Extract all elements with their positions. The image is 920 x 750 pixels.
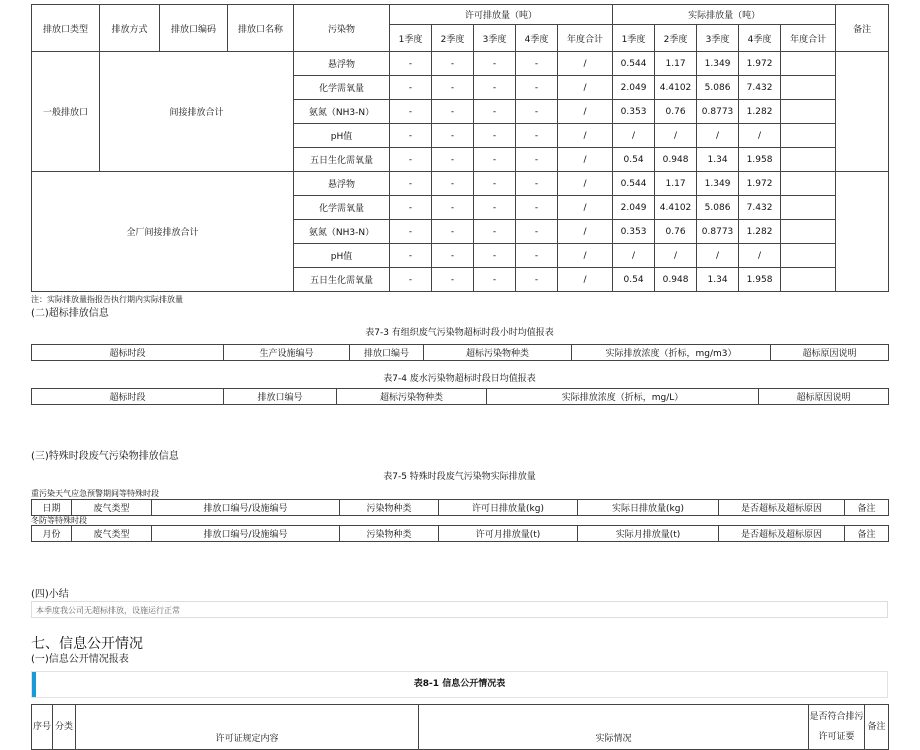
value-cell: /	[613, 244, 655, 268]
table-7-5-monthly	[31, 525, 889, 542]
emissions-table	[31, 4, 889, 292]
value-cell: -	[474, 220, 516, 244]
value-cell	[781, 268, 836, 292]
value-cell: 1.282	[739, 100, 781, 124]
value-cell: -	[516, 148, 558, 172]
table-caption-7-3: 表7-3 有组织废气污染物超标时段小时均值报表	[365, 328, 554, 338]
value-cell: /	[558, 148, 613, 172]
pollutant-cell: 五日生化需氧量	[294, 148, 390, 172]
column-header: 实际情况	[419, 705, 809, 750]
value-cell: 0.948	[655, 268, 697, 292]
value-cell: -	[474, 244, 516, 268]
table-caption-7-5: 表7-5 特殊时段废气污染物实际排放量	[383, 472, 536, 482]
section-title-summary: (四)小结	[31, 589, 69, 600]
value-cell: -	[516, 220, 558, 244]
header-q1: 1季度	[613, 25, 655, 52]
value-cell: -	[432, 52, 474, 76]
value-cell: /	[655, 244, 697, 268]
header-pollutant: 污染物	[294, 5, 390, 52]
column-header: 超标污染物种类	[337, 389, 487, 405]
header-q1: 1季度	[390, 25, 432, 52]
table-8-1	[31, 704, 889, 750]
pollutant-cell: 化学需氧量	[294, 196, 390, 220]
column-header: 废气类型	[72, 526, 152, 542]
summary-text: 本季度我公司无超标排放，设施运行正常	[31, 601, 888, 618]
value-cell	[781, 172, 836, 196]
value-cell: 4.4102	[655, 76, 697, 100]
value-cell: -	[432, 244, 474, 268]
value-cell: 0.353	[613, 100, 655, 124]
remark-cell	[836, 52, 889, 172]
column-header: 分类	[53, 705, 76, 750]
value-cell: 0.76	[655, 100, 697, 124]
value-cell: -	[516, 172, 558, 196]
value-cell: 5.086	[697, 76, 739, 100]
value-cell: -	[474, 148, 516, 172]
value-cell: /	[613, 124, 655, 148]
value-cell: -	[516, 196, 558, 220]
subtable-label-winter: 冬防等特殊时段	[31, 516, 87, 525]
header-permitted: 许可排放量（吨）	[390, 5, 613, 25]
header-q2: 2季度	[655, 25, 697, 52]
pollutant-cell: 氨氮（NH3-N）	[294, 220, 390, 244]
table-7-4	[31, 388, 889, 405]
column-header: 超标污染物种类	[424, 345, 572, 361]
table-row	[32, 52, 889, 76]
table-7-5-daily	[31, 499, 889, 516]
outlet-type-cell: 一般排放口	[32, 52, 100, 172]
value-cell	[781, 52, 836, 76]
column-header: 许可证规定内容	[76, 705, 419, 750]
column-header: 超标时段	[32, 345, 224, 361]
value-cell: 0.76	[655, 220, 697, 244]
value-cell: -	[390, 244, 432, 268]
value-cell: 5.086	[697, 196, 739, 220]
column-header: 实际排放浓度（折标，mg/L）	[487, 389, 759, 405]
column-header: 备注	[845, 500, 889, 516]
value-cell: -	[516, 76, 558, 100]
header-outlet-code: 排放口编码	[160, 5, 228, 52]
table-caption-bar	[31, 671, 888, 698]
value-cell	[781, 76, 836, 100]
value-cell: 1.972	[739, 172, 781, 196]
column-header: 是否超标及超标原因	[719, 500, 845, 516]
value-cell: -	[390, 76, 432, 100]
pollutant-cell: 化学需氧量	[294, 76, 390, 100]
value-cell: -	[432, 268, 474, 292]
value-cell	[781, 244, 836, 268]
value-cell: /	[655, 124, 697, 148]
header-q4: 4季度	[739, 25, 781, 52]
value-cell: 1.282	[739, 220, 781, 244]
table-caption-7-4: 表7-4 废水污染物超标时段日均值报表	[383, 374, 536, 384]
table-row	[32, 172, 889, 196]
header-year: 年度合计	[558, 25, 613, 52]
value-cell: -	[390, 196, 432, 220]
value-cell: 0.8773	[697, 220, 739, 244]
column-header: 是否符合排污许可证要	[809, 705, 865, 750]
value-cell: /	[558, 76, 613, 100]
pollutant-cell: 氨氮（NH3-N）	[294, 100, 390, 124]
value-cell: -	[474, 76, 516, 100]
value-cell: -	[516, 244, 558, 268]
value-cell: 7.432	[739, 76, 781, 100]
column-header: 是否超标及超标原因	[719, 526, 845, 542]
value-cell: /	[558, 172, 613, 196]
value-cell: -	[516, 52, 558, 76]
value-cell: /	[697, 124, 739, 148]
value-cell: -	[474, 52, 516, 76]
value-cell	[781, 124, 836, 148]
value-cell: -	[474, 100, 516, 124]
value-cell: 1.34	[697, 148, 739, 172]
value-cell: 0.54	[613, 268, 655, 292]
value-cell: 2.049	[613, 76, 655, 100]
column-header: 许可日排放量(kg)	[439, 500, 578, 516]
header-q3: 3季度	[474, 25, 516, 52]
value-cell: -	[390, 268, 432, 292]
column-header: 备注	[865, 705, 889, 750]
header-outlet-name: 排放口名称	[228, 5, 294, 52]
value-cell: -	[432, 148, 474, 172]
indirect-total-cell: 间接排放合计	[100, 52, 294, 172]
value-cell: -	[474, 172, 516, 196]
value-cell: -	[432, 76, 474, 100]
value-cell	[781, 100, 836, 124]
column-header: 超标原因说明	[759, 389, 889, 405]
value-cell: -	[474, 124, 516, 148]
value-cell: /	[697, 244, 739, 268]
value-cell: 0.353	[613, 220, 655, 244]
column-header: 序号	[32, 705, 53, 750]
pollutant-cell: 五日生化需氧量	[294, 268, 390, 292]
value-cell: -	[390, 148, 432, 172]
value-cell: 1.972	[739, 52, 781, 76]
value-cell: 1.349	[697, 172, 739, 196]
section-title-disclosure: 七、信息公开情况	[31, 636, 143, 652]
column-header: 备注	[845, 526, 889, 542]
column-header: 污染物种类	[340, 500, 439, 516]
column-header: 废气类型	[72, 500, 152, 516]
value-cell: 7.432	[739, 196, 781, 220]
pollutant-cell: pH值	[294, 244, 390, 268]
value-cell: -	[474, 268, 516, 292]
column-header: 超标时段	[32, 389, 224, 405]
value-cell: -	[432, 196, 474, 220]
value-cell: /	[558, 100, 613, 124]
value-cell: -	[432, 220, 474, 244]
subtable-label-heavy-pollution: 重污染天气应急预警期间等特殊时段	[31, 489, 159, 498]
section-title-special-period: (三)特殊时段废气污染物排放信息	[31, 451, 179, 462]
value-cell: /	[739, 124, 781, 148]
value-cell: 1.958	[739, 148, 781, 172]
value-cell: /	[558, 220, 613, 244]
header-method: 排放方式	[100, 5, 160, 52]
value-cell: -	[432, 100, 474, 124]
header-q2: 2季度	[432, 25, 474, 52]
value-cell: 0.544	[613, 52, 655, 76]
value-cell: -	[432, 172, 474, 196]
column-header: 许可月排放量(t)	[439, 526, 578, 542]
value-cell: 1.349	[697, 52, 739, 76]
value-cell	[781, 148, 836, 172]
value-cell: /	[739, 244, 781, 268]
table-note: 注：实际排放量指报告执行期内实际排放量	[31, 295, 183, 304]
pollutant-cell: 悬浮物	[294, 52, 390, 76]
pollutant-cell: pH值	[294, 124, 390, 148]
value-cell	[781, 220, 836, 244]
value-cell: -	[390, 124, 432, 148]
value-cell: 0.948	[655, 148, 697, 172]
column-header: 实际日排放量(kg)	[578, 500, 719, 516]
value-cell: 1.34	[697, 268, 739, 292]
column-header: 排放口编号/设施编号	[152, 526, 340, 542]
value-cell: 2.049	[613, 196, 655, 220]
header-actual: 实际排放量（吨）	[613, 5, 836, 25]
value-cell: -	[390, 172, 432, 196]
value-cell: 4.4102	[655, 196, 697, 220]
header-remark: 备注	[836, 5, 889, 52]
value-cell: 0.544	[613, 172, 655, 196]
column-header: 月份	[32, 526, 72, 542]
header-q4: 4季度	[516, 25, 558, 52]
table-7-3	[31, 344, 889, 361]
value-cell: -	[390, 52, 432, 76]
column-header: 实际排放浓度（折标，mg/m3）	[572, 345, 771, 361]
value-cell: 0.8773	[697, 100, 739, 124]
column-header: 日期	[32, 500, 72, 516]
value-cell: -	[390, 220, 432, 244]
subsection-title-disclosure-report: (一)信息公开情况报表	[31, 654, 129, 665]
section-title-exceedance: (二)超标排放信息	[31, 308, 109, 319]
value-cell: -	[516, 268, 558, 292]
table-caption-8-1: 表8-1 信息公开情况表	[413, 679, 506, 689]
header-q3: 3季度	[697, 25, 739, 52]
value-cell: -	[432, 124, 474, 148]
header-outlet-type: 排放口类型	[32, 5, 100, 52]
value-cell	[781, 196, 836, 220]
value-cell: 1.958	[739, 268, 781, 292]
column-header: 排放口编号	[224, 389, 337, 405]
column-header: 生产设施编号	[224, 345, 350, 361]
remark-cell	[836, 172, 889, 292]
value-cell: -	[474, 196, 516, 220]
value-cell: 1.17	[655, 172, 697, 196]
value-cell: /	[558, 52, 613, 76]
value-cell: /	[558, 244, 613, 268]
value-cell: /	[558, 268, 613, 292]
pollutant-cell: 悬浮物	[294, 172, 390, 196]
header-year: 年度合计	[781, 25, 836, 52]
column-header: 污染物种类	[340, 526, 439, 542]
value-cell: 1.17	[655, 52, 697, 76]
value-cell: /	[558, 124, 613, 148]
value-cell: -	[516, 100, 558, 124]
column-header: 排放口编号	[350, 345, 424, 361]
column-header: 实际月排放量(t)	[578, 526, 719, 542]
value-cell: -	[390, 100, 432, 124]
plant-indirect-total-cell: 全厂间接排放合计	[32, 172, 294, 292]
column-header: 排放口编号/设施编号	[152, 500, 340, 516]
value-cell: 0.54	[613, 148, 655, 172]
value-cell: -	[516, 124, 558, 148]
column-header: 超标原因说明	[771, 345, 889, 361]
value-cell: /	[558, 196, 613, 220]
